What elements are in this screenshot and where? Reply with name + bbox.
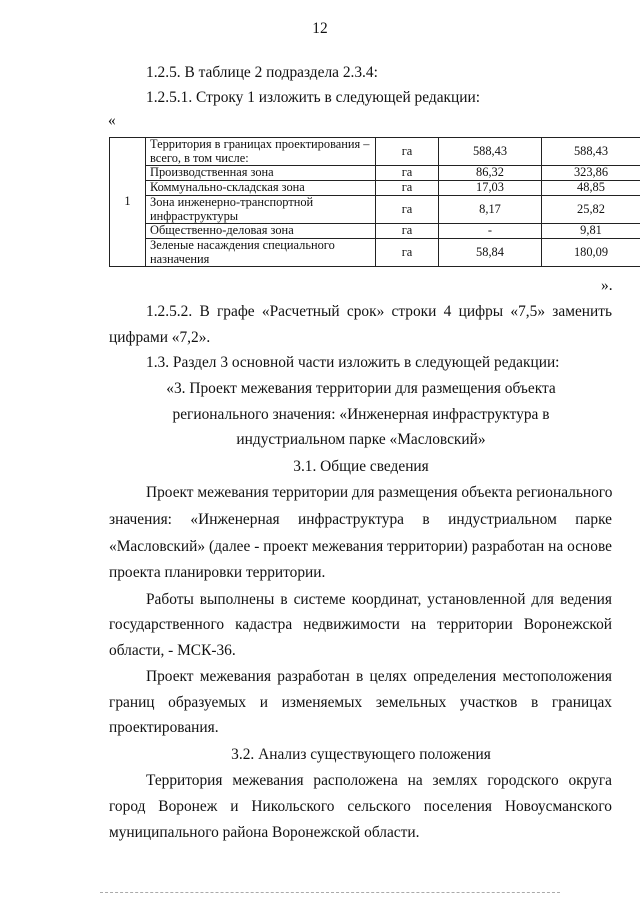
existing-value-cell: 8,17 bbox=[439, 196, 542, 224]
replacement-table bbox=[109, 137, 640, 267]
heading-3-1: 3.1. Общие сведения bbox=[293, 458, 429, 475]
zone-name-cell: Общественно-деловая зона bbox=[146, 224, 376, 239]
clause-1-2-5: 1.2.5. В таблице 2 подраздела 2.3.4: bbox=[146, 64, 378, 81]
table-row bbox=[110, 181, 640, 196]
paragraph-line: значения: «Инженерная инфраструктура в индустриальном парке bbox=[109, 511, 612, 528]
unit-cell: га bbox=[376, 181, 439, 196]
table-row bbox=[110, 196, 640, 224]
paragraph-line: «Масловский» (далее - проект межевания территории) разработан на основе bbox=[109, 538, 612, 555]
scan-edge-line bbox=[100, 892, 560, 894]
existing-value-cell: 588,43 bbox=[439, 138, 542, 166]
unit-cell: га bbox=[376, 224, 439, 239]
unit-cell: га bbox=[376, 196, 439, 224]
table-row bbox=[110, 138, 640, 166]
paragraph-line: проектирования. bbox=[109, 719, 219, 736]
projected-value-cell: 48,85 bbox=[542, 181, 640, 196]
clause-1-3: 1.3. Раздел 3 основной части изложить в следующей редакции: bbox=[146, 354, 560, 371]
section-3-title-line: «3. Проект межевания территории для размещения объекта bbox=[166, 380, 556, 397]
paragraph-line: Проект межевания разработан в целях определения местоположения bbox=[146, 668, 612, 685]
projected-value-cell: 180,09 bbox=[542, 239, 640, 267]
unit-cell: га bbox=[376, 166, 439, 181]
unit-cell: га bbox=[376, 138, 439, 166]
opening-quote: « bbox=[108, 112, 116, 129]
projected-value-cell: 25,82 bbox=[542, 196, 640, 224]
existing-value-cell: 17,03 bbox=[439, 181, 542, 196]
section-3-title-line: регионального значения: «Инженерная инфраструктура в bbox=[172, 406, 550, 423]
paragraph-line: Территория межевания расположена на землях городского округа bbox=[146, 772, 612, 789]
projected-value-cell: 323,86 bbox=[542, 166, 640, 181]
paragraph-line: муниципального района Воронежской области. bbox=[109, 824, 420, 841]
clause-1-2-5-2-line: 1.2.5.2. В графе «Расчетный срок» строки 4 цифры «7,5» заменить bbox=[146, 303, 612, 320]
heading-3-2: 3.2. Анализ существующего положения bbox=[231, 746, 491, 763]
paragraph-line: области, - МСК-36. bbox=[109, 642, 236, 659]
existing-value-cell: - bbox=[439, 224, 542, 239]
existing-value-cell: 86,32 bbox=[439, 166, 542, 181]
zone-name-cell: Коммунально-складская зона bbox=[146, 181, 376, 196]
paragraph-line: проекта планировки территории. bbox=[109, 564, 326, 581]
row-number-cell: 1 bbox=[110, 138, 146, 267]
clause-1-2-5-2-line: цифрами «7,2». bbox=[109, 329, 211, 346]
paragraph-line: государственного кадастра недвижимости на территории Воронежской bbox=[109, 616, 612, 633]
zone-name-cell: Территория в границах проектирования – всего, в том числе: bbox=[146, 138, 376, 166]
section-3-title-line: индустриальном парке «Масловский» bbox=[236, 431, 486, 448]
paragraph-line: город Воронеж и Никольского сельского поселения Новоусманского bbox=[109, 798, 612, 815]
existing-value-cell: 58,84 bbox=[439, 239, 542, 267]
table-row bbox=[110, 224, 640, 239]
paragraph-line: Работы выполнены в системе координат, установленной для ведения bbox=[146, 591, 612, 608]
closing-quote: ». bbox=[601, 277, 613, 294]
projected-value-cell: 9,81 bbox=[542, 224, 640, 239]
zone-name-cell: Производственная зона bbox=[146, 166, 376, 181]
zone-name-cell: Зеленые насаждения специального назначения bbox=[146, 239, 376, 267]
projected-value-cell: 588,43 bbox=[542, 138, 640, 166]
table-row bbox=[110, 239, 640, 267]
paragraph-line: границ образуемых и изменяемых земельных участков в границах bbox=[109, 694, 612, 711]
zone-name-cell: Зона инженерно-транспортной инфраструктуры bbox=[146, 196, 376, 224]
unit-cell: га bbox=[376, 239, 439, 267]
table-row bbox=[110, 166, 640, 181]
clause-1-2-5-1: 1.2.5.1. Строку 1 изложить в следующей редакции: bbox=[146, 89, 480, 106]
paragraph-line: Проект межевания территории для размещения объекта регионального bbox=[146, 484, 613, 501]
page-number: 12 bbox=[312, 20, 328, 37]
